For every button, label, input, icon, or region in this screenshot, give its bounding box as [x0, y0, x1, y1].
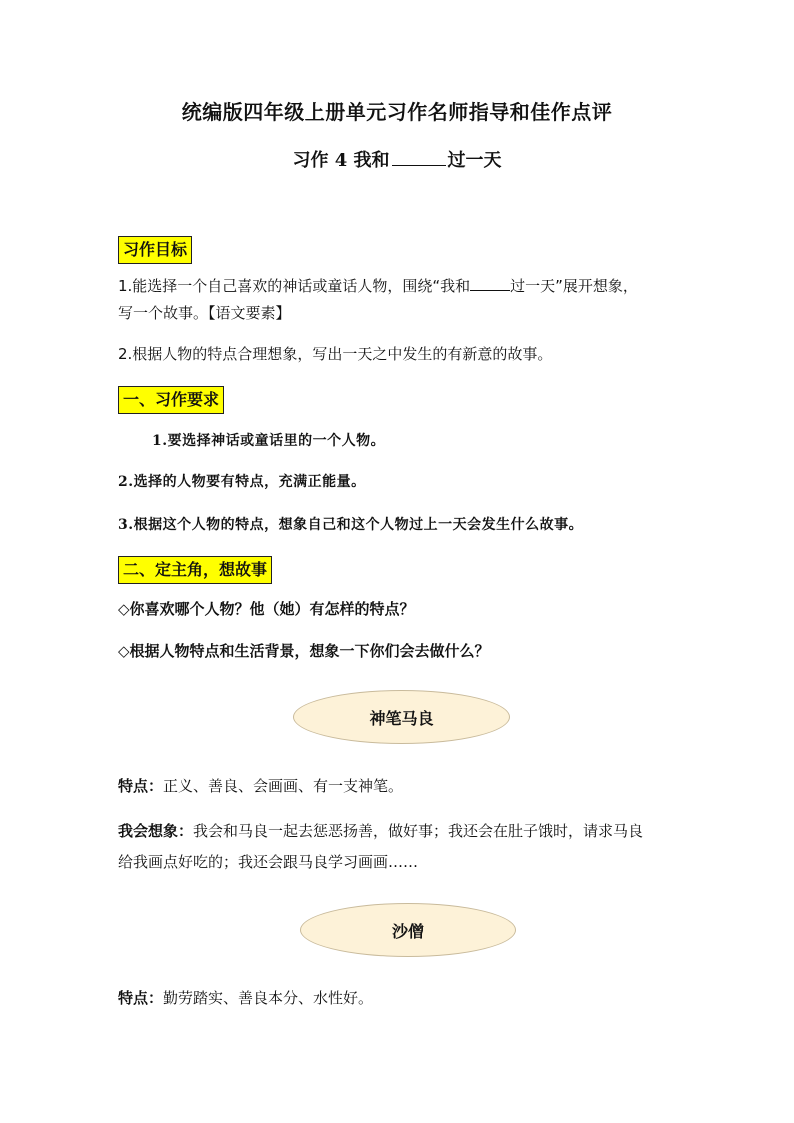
- question-2: ◇根据人物特点和生活背景，想象一下你们会去做什么？: [118, 642, 490, 660]
- character-oval-ma-liang: [293, 690, 510, 744]
- protagonist-heading: 二、定主角，想故事: [118, 556, 272, 584]
- goal-item-1-prefix: 1.能选择一个自己喜欢的神话或童话人物，围绕“我和: [118, 277, 471, 295]
- imagine-label: 我会想象：: [118, 822, 194, 840]
- requirements-heading: 一、习作要求: [118, 386, 224, 414]
- requirement-item-3: 3.根据这个人物的特点，想象自己和这个人物过上一天会发生什么故事。: [118, 517, 584, 533]
- document-title: 统编版四年级上册单元习作名师指导和佳作点评: [181, 100, 613, 124]
- trait-text: 勤劳踏实、善良本分、水性好。: [163, 989, 374, 1007]
- subtitle-blank: [392, 147, 446, 166]
- goal-item-2: 2.根据人物的特点合理想象，写出一天之中发生的有新意的故事。: [118, 345, 553, 363]
- goal-item-1-line-2: 写一个故事。【语文要素】: [118, 304, 291, 322]
- imagine-text: 我会和马良一起去惩恶扬善，做好事；我还会在肚子饿时，请求马良: [193, 822, 644, 840]
- subtitle-suffix: 过一天: [447, 150, 502, 171]
- question-1: ◇你喜欢哪个人物？他（她）有怎样的特点？: [118, 600, 415, 618]
- trait-line: [118, 772, 403, 800]
- trait-line: [118, 984, 373, 1012]
- trait-label: 特点：: [118, 989, 164, 1007]
- requirement-item-2: 2.选择的人物要有特点，充满正能量。: [118, 474, 366, 490]
- goal-item-1-blank: [470, 275, 510, 291]
- character-oval-sha-seng: [300, 903, 516, 957]
- subtitle-prefix: 习作 4 我和: [292, 150, 390, 171]
- character-name: 神笔马良: [369, 708, 434, 728]
- trait-label: 特点：: [118, 777, 164, 795]
- imagine-line-1: [118, 817, 643, 845]
- requirement-item-1: 1.要选择神话或童话里的一个人物。: [152, 433, 386, 449]
- essay-subtitle: [0, 146, 794, 172]
- trait-text: 正义、善良、会画画、有一支神笔。: [163, 777, 404, 795]
- goal-heading: 习作目标: [118, 236, 192, 264]
- character-name: 沙僧: [391, 921, 424, 941]
- imagine-line-2: 给我画点好吃的；我还会跟马良学习画画……: [118, 853, 419, 871]
- goal-item-1-line-1: [118, 272, 638, 300]
- goal-item-1-suffix: 过一天”展开想象，: [510, 277, 638, 295]
